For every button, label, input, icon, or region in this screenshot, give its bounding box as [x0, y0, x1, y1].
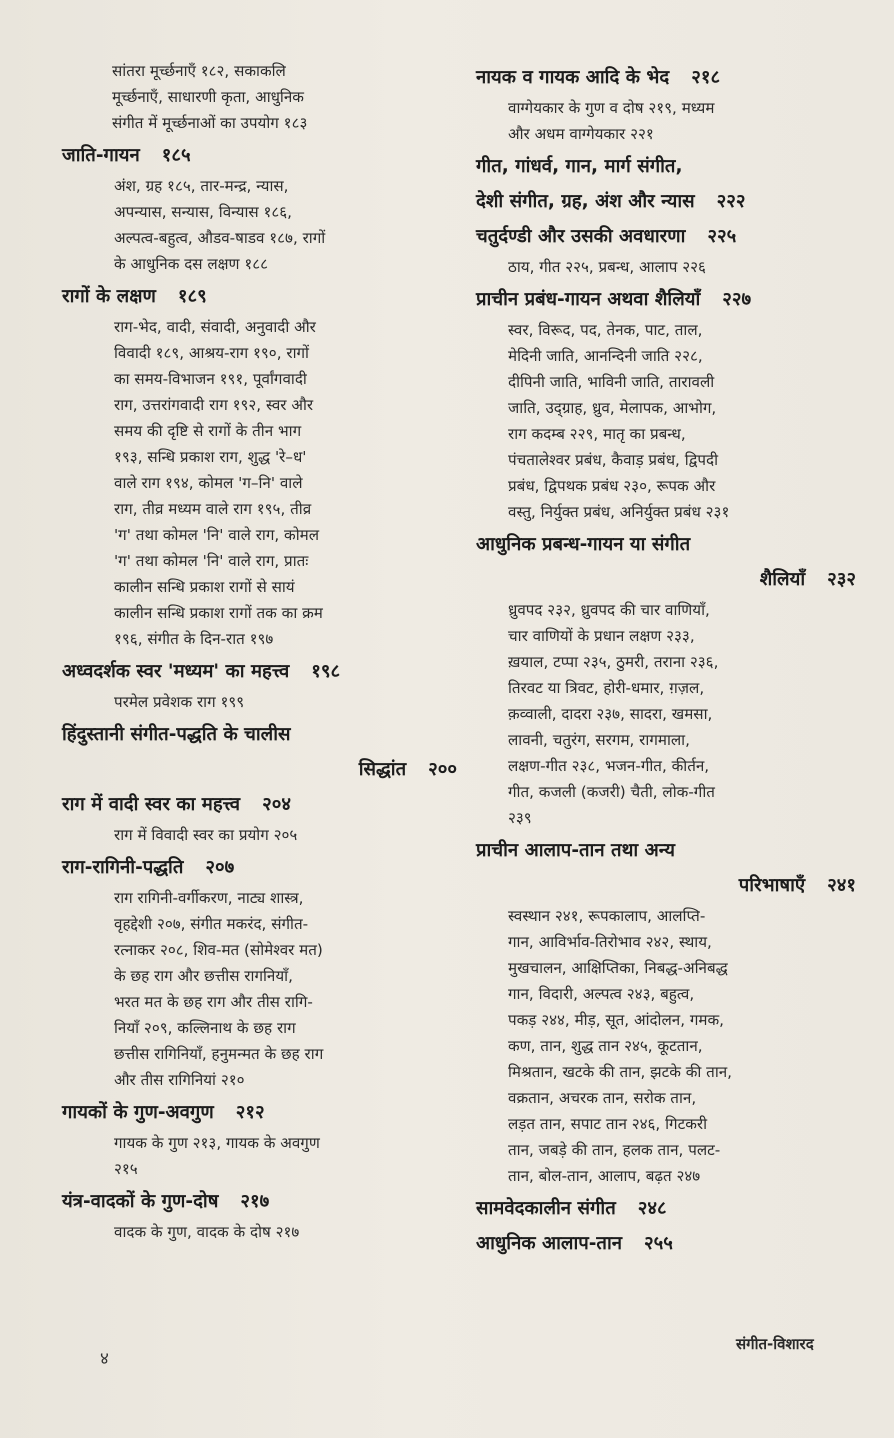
body-line: लावनी, चतुरंग, सरगम, रागमाला,	[508, 731, 690, 749]
section-title: आधुनिक प्रबन्ध-गायन या संगीत	[476, 534, 691, 555]
body-line: कण, तान, शुद्ध तान २४५, कूटतान,	[508, 1037, 703, 1055]
body-line: लक्षण-गीत २३८, भजन-गीत, कीर्तन,	[508, 757, 710, 775]
body-line: ध्रुवपद २३२, ध्रुवपद की चार वाणियाँ,	[508, 601, 710, 619]
section-body	[62, 314, 457, 652]
body-line: और तीस रागिनियां २१०	[114, 1071, 245, 1089]
left-column	[62, 58, 457, 1245]
body-line: तिरवट या त्रिवट, होरी-धमार, ग़ज़ल,	[508, 679, 705, 697]
section-title-continued: शैलियाँ	[759, 569, 806, 590]
section-heading	[476, 835, 856, 866]
section-heading	[476, 284, 856, 315]
right-column	[476, 58, 856, 1261]
body-line: 'ग' तथा कोमल 'नि' वाले राग, कोमल	[114, 526, 320, 544]
body-line: ख़याल, टप्पा २३५, ठुमरी, तराना २३६,	[508, 653, 719, 671]
body-line: अल्पत्व-बहुत्व, औडव-षाडव १८७, रागों	[114, 229, 326, 247]
section-title: गीत, गांधर्व, गान, मार्ग संगीत,	[476, 156, 683, 177]
body-line: समय की दृष्टि से रागों के तीन भाग	[114, 422, 302, 440]
body-line: स्वस्थान २४१, रूपकालाप, आलप्ति-	[508, 907, 706, 925]
section-title: चतुर्दण्डी और उसकी अवधारणा	[476, 226, 686, 247]
section-heading-continued	[476, 870, 856, 901]
body-line: गीत, कजली (कजरी) चैती, लोक-गीत	[508, 783, 715, 801]
body-line: राग-भेद, वादी, संवादी, अनुवादी और	[114, 318, 316, 336]
body-line: के आधुनिक दस लक्षण १८८	[114, 255, 269, 273]
intro-line: मूर्च्छनाएँ, साधारणी कृता, आधुनिक	[112, 88, 304, 106]
section-page-number: २२२	[716, 191, 746, 212]
body-line: राग रागिनी-वर्गीकरण, नाट्य शास्त्र,	[114, 889, 304, 907]
body-line: पकड़ २४४, मीड़, सूत, आंदोलन, गमक,	[508, 1011, 724, 1029]
section-heading	[476, 221, 856, 252]
body-line: कालीन सन्धि प्रकाश रागों तक का क्रम	[114, 604, 323, 622]
section-heading-continued	[62, 754, 457, 785]
section-heading	[62, 789, 457, 820]
body-line: वाले राग १९४, कोमल 'ग–नि' वाले	[114, 474, 303, 492]
body-line: राग कदम्ब २२९, मातृ का प्रबन्ध,	[508, 425, 686, 443]
section-page-number: २४८	[637, 1198, 667, 1219]
section-page-number: २००	[428, 759, 457, 780]
body-line: और अधम वाग्गेयकार २२१	[508, 125, 654, 143]
body-line: जाति, उद्ग्राह, ध्रुव, मेलापक, आभोग,	[508, 399, 717, 417]
body-line: 'ग' तथा कोमल 'नि' वाले राग, प्रातः	[114, 552, 309, 570]
body-line: तान, जबड़े की तान, हलक तान, पलट-	[508, 1141, 721, 1159]
section-page-number: २१७	[240, 1191, 270, 1212]
body-line: १९३, सन्धि प्रकाश राग, शुद्ध 'रे–ध'	[114, 448, 307, 466]
section-page-number: २२५	[707, 226, 737, 247]
body-line: पंचतालेश्वर प्रबंध, कैवाड़ प्रबंध, द्विपदी	[508, 451, 719, 469]
section-title: गायकों के गुण-अवगुण	[62, 1102, 214, 1123]
section-heading	[476, 1193, 856, 1224]
section-body	[62, 689, 457, 715]
body-line: राग, तीव्र मध्यम वाले राग १९५, तीव्र	[114, 500, 312, 518]
body-line: वस्तु, निर्युक्त प्रबंध, अनिर्युक्त प्रबंध २३१	[508, 503, 730, 521]
body-line: वृहद्देशी २०७, संगीत मकरंद, संगीत-	[114, 915, 309, 933]
section-heading	[62, 852, 457, 883]
body-line: रत्नाकर २०८, शिव-मत (सोमेश्वर मत)	[114, 941, 323, 959]
section-page-number: २२७	[722, 289, 752, 310]
body-line: मिश्रतान, खटके की तान, झटके की तान,	[508, 1063, 733, 1081]
body-line: नियाँ २०९, कल्लिनाथ के छह राग	[114, 1019, 296, 1037]
section-page-number: २१८	[691, 67, 721, 88]
section-heading	[62, 1186, 457, 1217]
section-body	[62, 1219, 457, 1245]
body-line: राग, उत्तरांगवादी राग १९२, स्वर और	[114, 396, 314, 414]
section-title: नायक व गायक आदि के भेद	[476, 67, 670, 88]
section-heading	[62, 281, 457, 312]
body-line: स्वर, विरूद, पद, तेनक, पाट, ताल,	[508, 321, 703, 339]
body-line: क़व्वाली, दादरा २३७, सादरा, खमसा,	[508, 705, 713, 723]
body-line: २१५	[114, 1160, 138, 1178]
section-body	[62, 1130, 457, 1182]
section-body	[476, 254, 856, 280]
section-body	[476, 95, 856, 147]
section-heading	[476, 62, 856, 93]
section-page-number: १८५	[161, 145, 191, 166]
body-line: विवादी १८९, आश्रय-राग १९०, रागों	[114, 344, 309, 362]
section-heading	[62, 140, 457, 171]
body-line: वाग्गेयकार के गुण व दोष २१९, मध्यम	[508, 99, 715, 117]
intro-block	[62, 58, 457, 136]
section-title-continued: सिद्धांत	[358, 759, 407, 780]
section-body	[62, 173, 457, 277]
section-heading	[476, 151, 856, 182]
section-title: देशी संगीत, ग्रह, अंश और न्यास	[476, 191, 695, 212]
section-body	[476, 597, 856, 831]
section-page-number: २४१	[827, 875, 856, 896]
section-body	[476, 317, 856, 525]
body-line: मेदिनी जाति, आनन्दिनी जाति २२८,	[508, 347, 703, 365]
body-line: गान, आविर्भाव-तिरोभाव २४२, स्थाय,	[508, 933, 712, 951]
body-line: अपन्यास, सन्यास, विन्यास १८६,	[114, 203, 292, 221]
section-heading	[476, 529, 856, 560]
section-heading	[62, 719, 457, 750]
body-line: चार वाणियों के प्रधान लक्षण २३३,	[508, 627, 695, 645]
section-title: रागों के लक्षण	[62, 286, 156, 307]
section-title-continued: परिभाषाएँ	[738, 875, 806, 896]
body-line: छत्तीस रागिनियाँ, हनुमन्मत के छह राग	[114, 1045, 324, 1063]
section-title: जाति-गायन	[62, 145, 140, 166]
section-body	[476, 903, 856, 1189]
body-line: ठाय, गीत २२५, प्रबन्ध, आलाप २२६	[508, 258, 706, 276]
intro-line: संगीत में मूर्च्छनाओं का उपयोग १८३	[112, 114, 308, 132]
section-page-number: २५५	[644, 1233, 673, 1254]
section-title: राग-रागिनी-पद्धति	[62, 857, 184, 878]
body-line: राग में विवादी स्वर का प्रयोग २०५	[114, 826, 298, 844]
section-title: हिंदुस्तानी संगीत-पद्धति के चालीस	[62, 724, 291, 745]
section-title: राग में वादी स्वर का महत्त्व	[62, 794, 241, 815]
body-line: गायक के गुण २१३, गायक के अवगुण	[114, 1134, 320, 1152]
right-sections	[476, 62, 856, 1259]
section-heading	[476, 186, 856, 217]
section-page-number: २१२	[235, 1102, 265, 1123]
book-title-footer: संगीत-विशारद	[736, 1335, 814, 1353]
body-line: अंश, ग्रह १८५, तार-मन्द्र, न्यास,	[114, 177, 289, 195]
section-title: अध्वदर्शक स्वर 'मध्यम' का महत्त्व	[62, 661, 290, 682]
section-body	[62, 822, 457, 848]
section-page-number: १९८	[311, 661, 341, 682]
body-line: के छह राग और छत्तीस रागनियाँ,	[114, 967, 293, 985]
section-heading	[476, 1228, 856, 1259]
left-sections	[62, 140, 457, 1245]
body-line: वक्रतान, अचरक तान, सरोक तान,	[508, 1089, 697, 1107]
section-heading	[62, 1097, 457, 1128]
body-line: दीपिनी जाति, भाविनी जाति, तारावली	[508, 373, 715, 391]
body-line: का समय-विभाजन १९१, पूर्वांगवादी	[114, 370, 307, 388]
section-heading	[62, 656, 457, 687]
section-title: सामवेदकालीन संगीत	[476, 1198, 616, 1219]
section-body	[62, 885, 457, 1093]
section-page-number: १८९	[177, 286, 207, 307]
section-title: आधुनिक आलाप-तान	[476, 1233, 623, 1254]
page-number: ४	[100, 1349, 109, 1369]
body-line: मुखचालन, आक्षिप्तिका, निबद्ध-अनिबद्ध	[508, 959, 728, 977]
intro-line: सांतरा मूर्च्छनाएँ १८२, सकाकलि	[112, 62, 286, 80]
body-line: तान, बोल-तान, आलाप, बढ़त २४७	[508, 1167, 701, 1185]
body-line: लड़त तान, सपाट तान २४६, गिटकरी	[508, 1115, 708, 1133]
section-page-number: २०७	[205, 857, 235, 878]
section-title: प्राचीन प्रबंध-गायन अथवा शैलियाँ	[476, 289, 701, 310]
section-title: यंत्र-वादकों के गुण-दोष	[62, 1191, 219, 1212]
section-page-number: २०४	[262, 794, 291, 815]
body-line: गान, विदारी, अल्पत्व २४३, बहुत्व,	[508, 985, 695, 1003]
body-line: कालीन सन्धि प्रकाश रागों से सायं	[114, 578, 295, 596]
body-line: प्रबंध, द्विपथक प्रबंध २३०, रूपक और	[508, 477, 716, 495]
section-heading-continued	[476, 564, 856, 595]
section-page-number: २३२	[827, 569, 856, 590]
body-line: २३९	[508, 809, 532, 827]
body-line: परमेल प्रवेशक राग १९९	[114, 693, 245, 711]
section-title: प्राचीन आलाप-तान तथा अन्य	[476, 840, 675, 861]
body-line: भरत मत के छह राग और तीस रागि-	[114, 993, 313, 1011]
body-line: वादक के गुण, वादक के दोष २१७	[114, 1223, 300, 1241]
body-line: १९६, संगीत के दिन-रात १९७	[114, 630, 274, 648]
